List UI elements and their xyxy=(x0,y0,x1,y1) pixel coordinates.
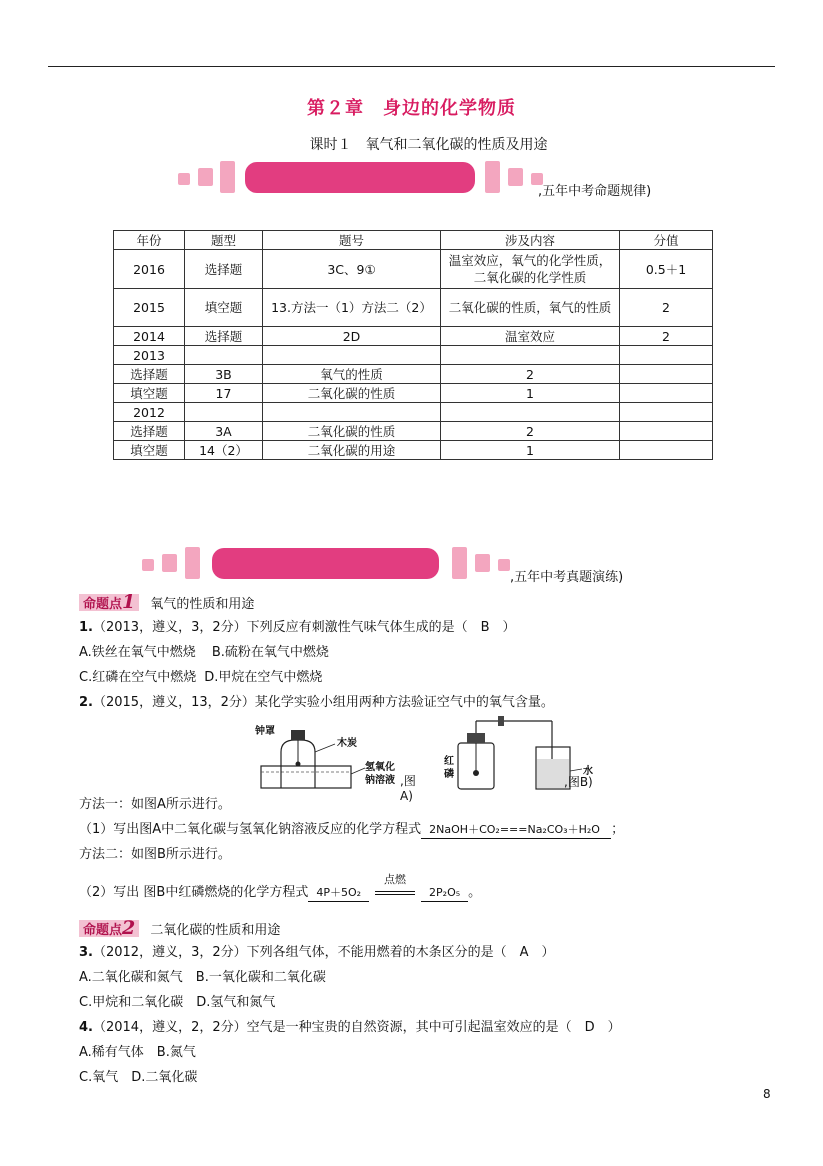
point-1-badge: 命题点1 xyxy=(79,594,139,611)
table-cell: 温室效应 xyxy=(441,327,620,346)
label-water: 水 xyxy=(583,766,593,777)
table-row xyxy=(114,289,713,327)
option-c: C.红磷在空气中燃烧 xyxy=(79,670,197,685)
method-1: 方法一：如图A所示进行。 xyxy=(79,797,231,812)
reaction-condition: 点燃 xyxy=(373,885,417,901)
table-cell: 选择题 xyxy=(185,250,263,289)
table-row xyxy=(114,365,713,384)
question-2-stem: 2.（2015，遵义，13，2分）某化学实验小组用两种方法验证空气中的氧气含量。 xyxy=(79,695,554,710)
section-banner-1 xyxy=(178,161,578,195)
header-cell: 年份 xyxy=(114,231,185,250)
header-rule xyxy=(48,66,775,67)
point-1-heading xyxy=(79,593,254,613)
table-cell: 2D xyxy=(263,327,441,346)
table-cell: 填空题 xyxy=(185,289,263,327)
table-cell xyxy=(441,403,620,422)
table-cell: 2014 xyxy=(114,327,185,346)
table-row xyxy=(114,403,713,422)
table-row xyxy=(114,441,713,460)
option-a: A.铁丝在氧气中燃烧 xyxy=(79,645,196,660)
table-cell: 2 xyxy=(441,422,620,441)
question-3-options-row1: A.二氧化碳和氮气 B.一氧化碳和二氧化碳 xyxy=(79,970,326,985)
header-cell: 涉及内容 xyxy=(441,231,620,250)
header-cell: 题型 xyxy=(185,231,263,250)
table-row xyxy=(114,327,713,346)
table-cell: 氧气的性质 xyxy=(263,365,441,384)
lesson-title: 课时１ 氧气和二氧化碳的性质及用途 xyxy=(309,137,548,153)
table-cell: 1 xyxy=(441,441,620,460)
section-banner-2 xyxy=(142,547,542,581)
table-cell xyxy=(185,346,263,365)
question-3-stem: 3.（2012，遵义，3，2分）下列各组气体，不能用燃着的木条区分的是（ A ） xyxy=(79,945,555,960)
table-header-row xyxy=(114,231,713,250)
table-cell: 2 xyxy=(620,327,713,346)
table-cell: 2015 xyxy=(114,289,185,327)
option-b: B.硫粉在氧气中燃烧 xyxy=(211,645,329,660)
question-1-options-row1 xyxy=(79,645,329,661)
table-cell xyxy=(620,384,713,403)
table-cell xyxy=(441,346,620,365)
table-cell xyxy=(263,346,441,365)
table-cell: 填空题 xyxy=(114,441,185,460)
figure-a xyxy=(255,722,425,803)
table-row xyxy=(114,384,713,403)
banner-2-caption: ,五年中考真题演练) xyxy=(510,570,624,585)
page-number: 8 xyxy=(763,1087,771,1101)
answer-1: 2NaOH＋CO₂===Na₂CO₃＋H₂O xyxy=(421,822,611,839)
table-cell xyxy=(620,441,713,460)
exam-rules-table xyxy=(113,230,713,460)
question-1-options-row2 xyxy=(79,670,322,686)
table-cell: 2 xyxy=(620,289,713,327)
table-cell: 填空题 xyxy=(114,384,185,403)
table-cell: 二氧化碳的用途 xyxy=(263,441,441,460)
figure-a-caption: ,图A) xyxy=(400,774,416,803)
table-cell xyxy=(185,403,263,422)
question-4-options-row1: A.稀有气体 B.氮气 xyxy=(79,1045,196,1060)
answer-2-right: 2P₂O₅ xyxy=(421,885,468,902)
header-cell: 分值 xyxy=(620,231,713,250)
table-cell: 1 xyxy=(441,384,620,403)
chapter-title: 第２章 身边的化学物质 xyxy=(307,98,516,119)
label-phosphorus: 磷 xyxy=(444,769,454,780)
table-cell xyxy=(620,403,713,422)
table-cell xyxy=(620,346,713,365)
point-2-badge: 命题点2 xyxy=(79,920,139,937)
point-1-title: 氧气的性质和用途 xyxy=(150,597,255,612)
sub-question-1: （1）写出图A中二氧化碳与氢氧化钠溶液反应的化学方程式 2NaOH＋CO₂===Na₂CO₃＋H₂O ； xyxy=(79,822,625,837)
header-cell: 题号 xyxy=(263,231,441,250)
table-cell: 选择题 xyxy=(114,365,185,384)
point-2-heading xyxy=(79,919,280,939)
label-naoh-1: 氢氧化 xyxy=(365,762,395,773)
table-cell: 0.5＋1 xyxy=(620,250,713,289)
table-row xyxy=(114,346,713,365)
method-2: 方法二：如图B所示进行。 xyxy=(79,847,231,862)
table-cell: 二氧化碳的性质 xyxy=(263,422,441,441)
table-cell xyxy=(263,403,441,422)
question-4-stem: 4.（2014，遵义，2，2分）空气是一种宝贵的自然资源，其中可引起温室效应的是（ D ） xyxy=(79,1020,621,1035)
table-cell: 2 xyxy=(441,365,620,384)
answer-2-left: 4P＋5O₂ xyxy=(308,885,369,902)
banner-1-caption: ,五年中考命题规律) xyxy=(538,184,652,199)
table-cell: 选择题 xyxy=(185,327,263,346)
table-cell: 3C、9① xyxy=(263,250,441,289)
table-cell: 2016 xyxy=(114,250,185,289)
table-cell: 14（2） xyxy=(185,441,263,460)
table-cell: 13.方法一（1）方法二（2） xyxy=(263,289,441,327)
table-cell: 3B xyxy=(185,365,263,384)
table-cell: 温室效应，氧气的化学性质，二氧化碳的化学性质 xyxy=(441,250,620,289)
table-cell: 17 xyxy=(185,384,263,403)
table-cell xyxy=(620,422,713,441)
label-bell-jar: 钟罩 xyxy=(255,726,275,737)
figure-b xyxy=(442,713,602,793)
sub-question-2: （2）写出 图B中红磷燃烧的化学方程式 4P＋5O₂ 点燃 2P₂O₅ 。 xyxy=(79,873,482,900)
label-charcoal: 木炭 xyxy=(337,738,357,749)
point-2-title: 二氧化碳的性质和用途 xyxy=(150,923,281,938)
option-d: D.甲烷在空气中燃烧 xyxy=(204,670,323,685)
table-row xyxy=(114,250,713,289)
figure-b-caption: ,图B) xyxy=(564,775,593,789)
table-cell: 3A xyxy=(185,422,263,441)
table-cell: 选择题 xyxy=(114,422,185,441)
table-cell: 二氧化碳的性质 xyxy=(263,384,441,403)
table-row xyxy=(114,422,713,441)
question-3-options-row2: C.甲烷和二氧化碳 D.氢气和氮气 xyxy=(79,995,276,1010)
question-1-stem: 1.（2013，遵义，3，2分）下列反应有刺激性气味气体生成的是（ B ） xyxy=(79,620,516,635)
label-red: 红 xyxy=(444,756,454,767)
table-cell: 二氧化碳的性质，氧气的性质 xyxy=(441,289,620,327)
table-cell: 2012 xyxy=(114,403,185,422)
table-cell xyxy=(620,365,713,384)
question-4-options-row2: C.氧气 D.二氧化碳 xyxy=(79,1070,198,1085)
label-naoh-2: 钠溶液 xyxy=(365,775,395,786)
table-cell: 2013 xyxy=(114,346,185,365)
